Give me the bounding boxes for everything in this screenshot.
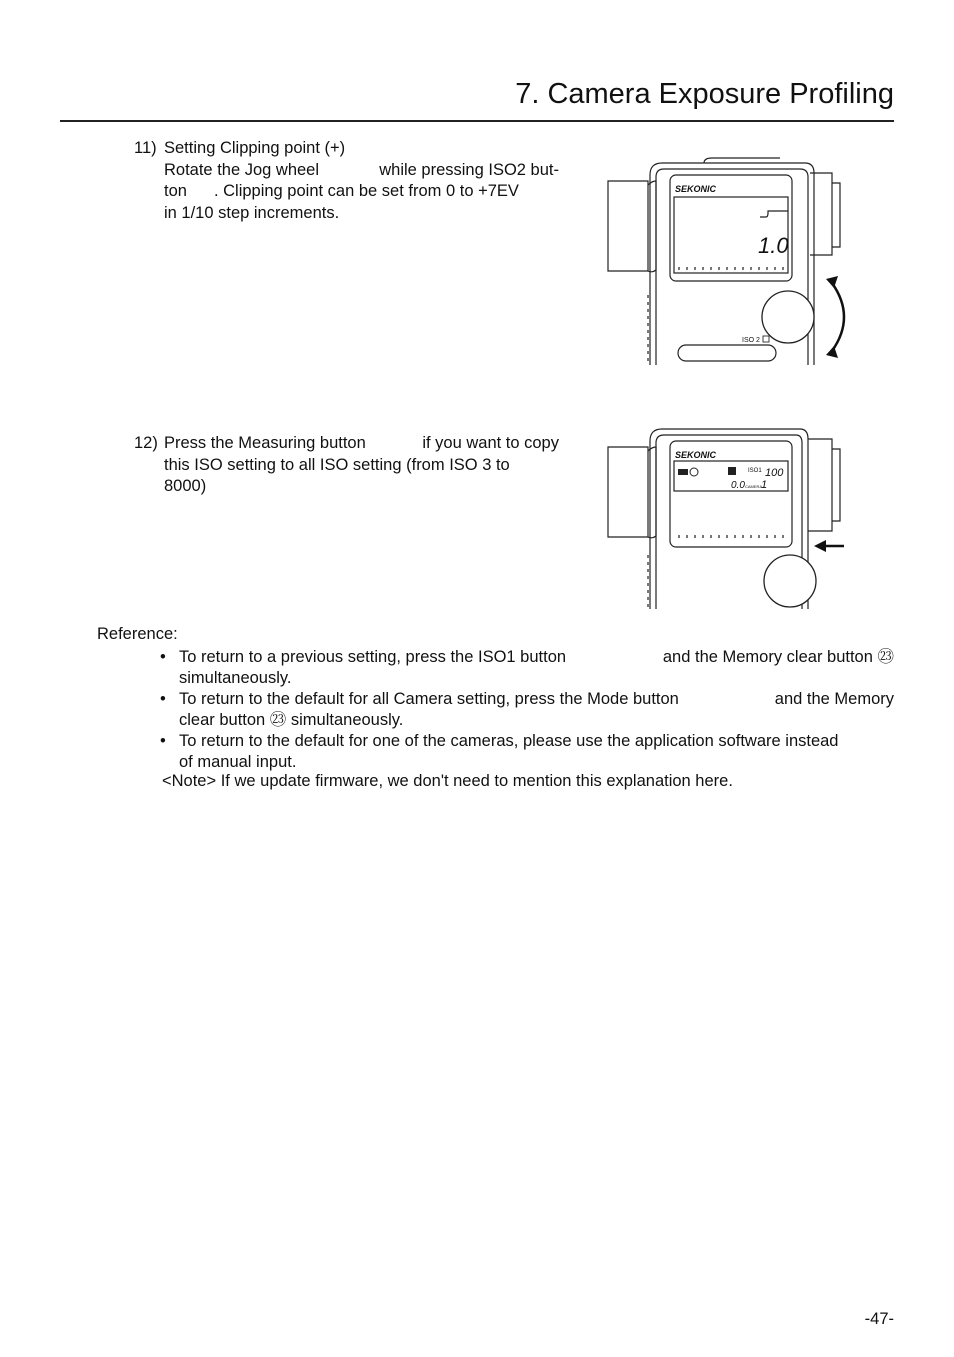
step-text: Rotate the Jog wheel [164,160,320,179]
bullet-dot: • [160,732,166,750]
step-heading: Setting Clipping point (+) [164,139,346,157]
step-line [164,160,559,182]
list-text: of manual input. [179,753,297,771]
figure-display-value: 1.0 [758,233,789,258]
bullet-dot: • [160,648,166,666]
figure-brand: SEKONIC [675,450,717,460]
step-text: ton [164,182,187,200]
step-line [164,181,559,203]
step-text: Press the Measuring button [164,434,366,452]
list-text: To return to the default for all Camera setting, press the Mode button [179,690,679,708]
step-line [164,433,559,455]
figure-camera-number: 1 [761,479,768,491]
figure-button-label: ISO 2 [742,337,760,344]
light-meter-jog-wheel-figure [600,155,860,367]
list-text: simultaneously. [179,669,292,687]
page-number: -47- [864,1310,894,1328]
figure-iso-label: ISO1 [748,468,762,474]
figure-camera-label: CAMERA [745,484,763,489]
reference-list [160,647,894,773]
step-number: 11) [134,139,157,157]
step-text: . Clipping point can be set from 0 to +7EV [213,182,519,200]
list-text: clear button ㉓ simultaneously. [179,711,404,729]
light-meter-measuring-button-figure [600,425,860,610]
reference-label: Reference: [97,625,178,643]
bullet-dot: • [160,690,166,708]
step-body [164,138,559,224]
step-text: while pressing ISO2 but- [379,160,559,179]
step-line: this ISO setting to all ISO setting (from ISO 3 to [164,455,510,474]
step-text: if you want to copy [422,434,559,452]
figure-brand: SEKONIC [675,184,717,194]
list-text: To return to a previous setting, press the ISO1 button [179,648,567,666]
step-body [164,433,559,498]
list-text: and the Memory clear button ㉓ [662,648,894,666]
step-line: 8000) [164,477,207,495]
list-item [160,647,894,689]
list-text: and the Memory [774,690,894,708]
list-text: To return to the default for one of the cameras, please use the application software instead [179,732,839,750]
list-item [160,689,894,731]
list-item [160,731,894,773]
figure-iso-value: 100 [765,467,784,479]
note-text: <Note> If we update firmware, we don't need to mention this explanation here. [162,772,733,790]
figure-ev-value: 0.0 [731,480,745,491]
page-title: 7. Camera Exposure Profiling [515,78,894,110]
step-number: 12) [134,434,158,452]
step-line: in 1/10 step increments. [164,203,340,222]
title-rule [60,120,894,122]
